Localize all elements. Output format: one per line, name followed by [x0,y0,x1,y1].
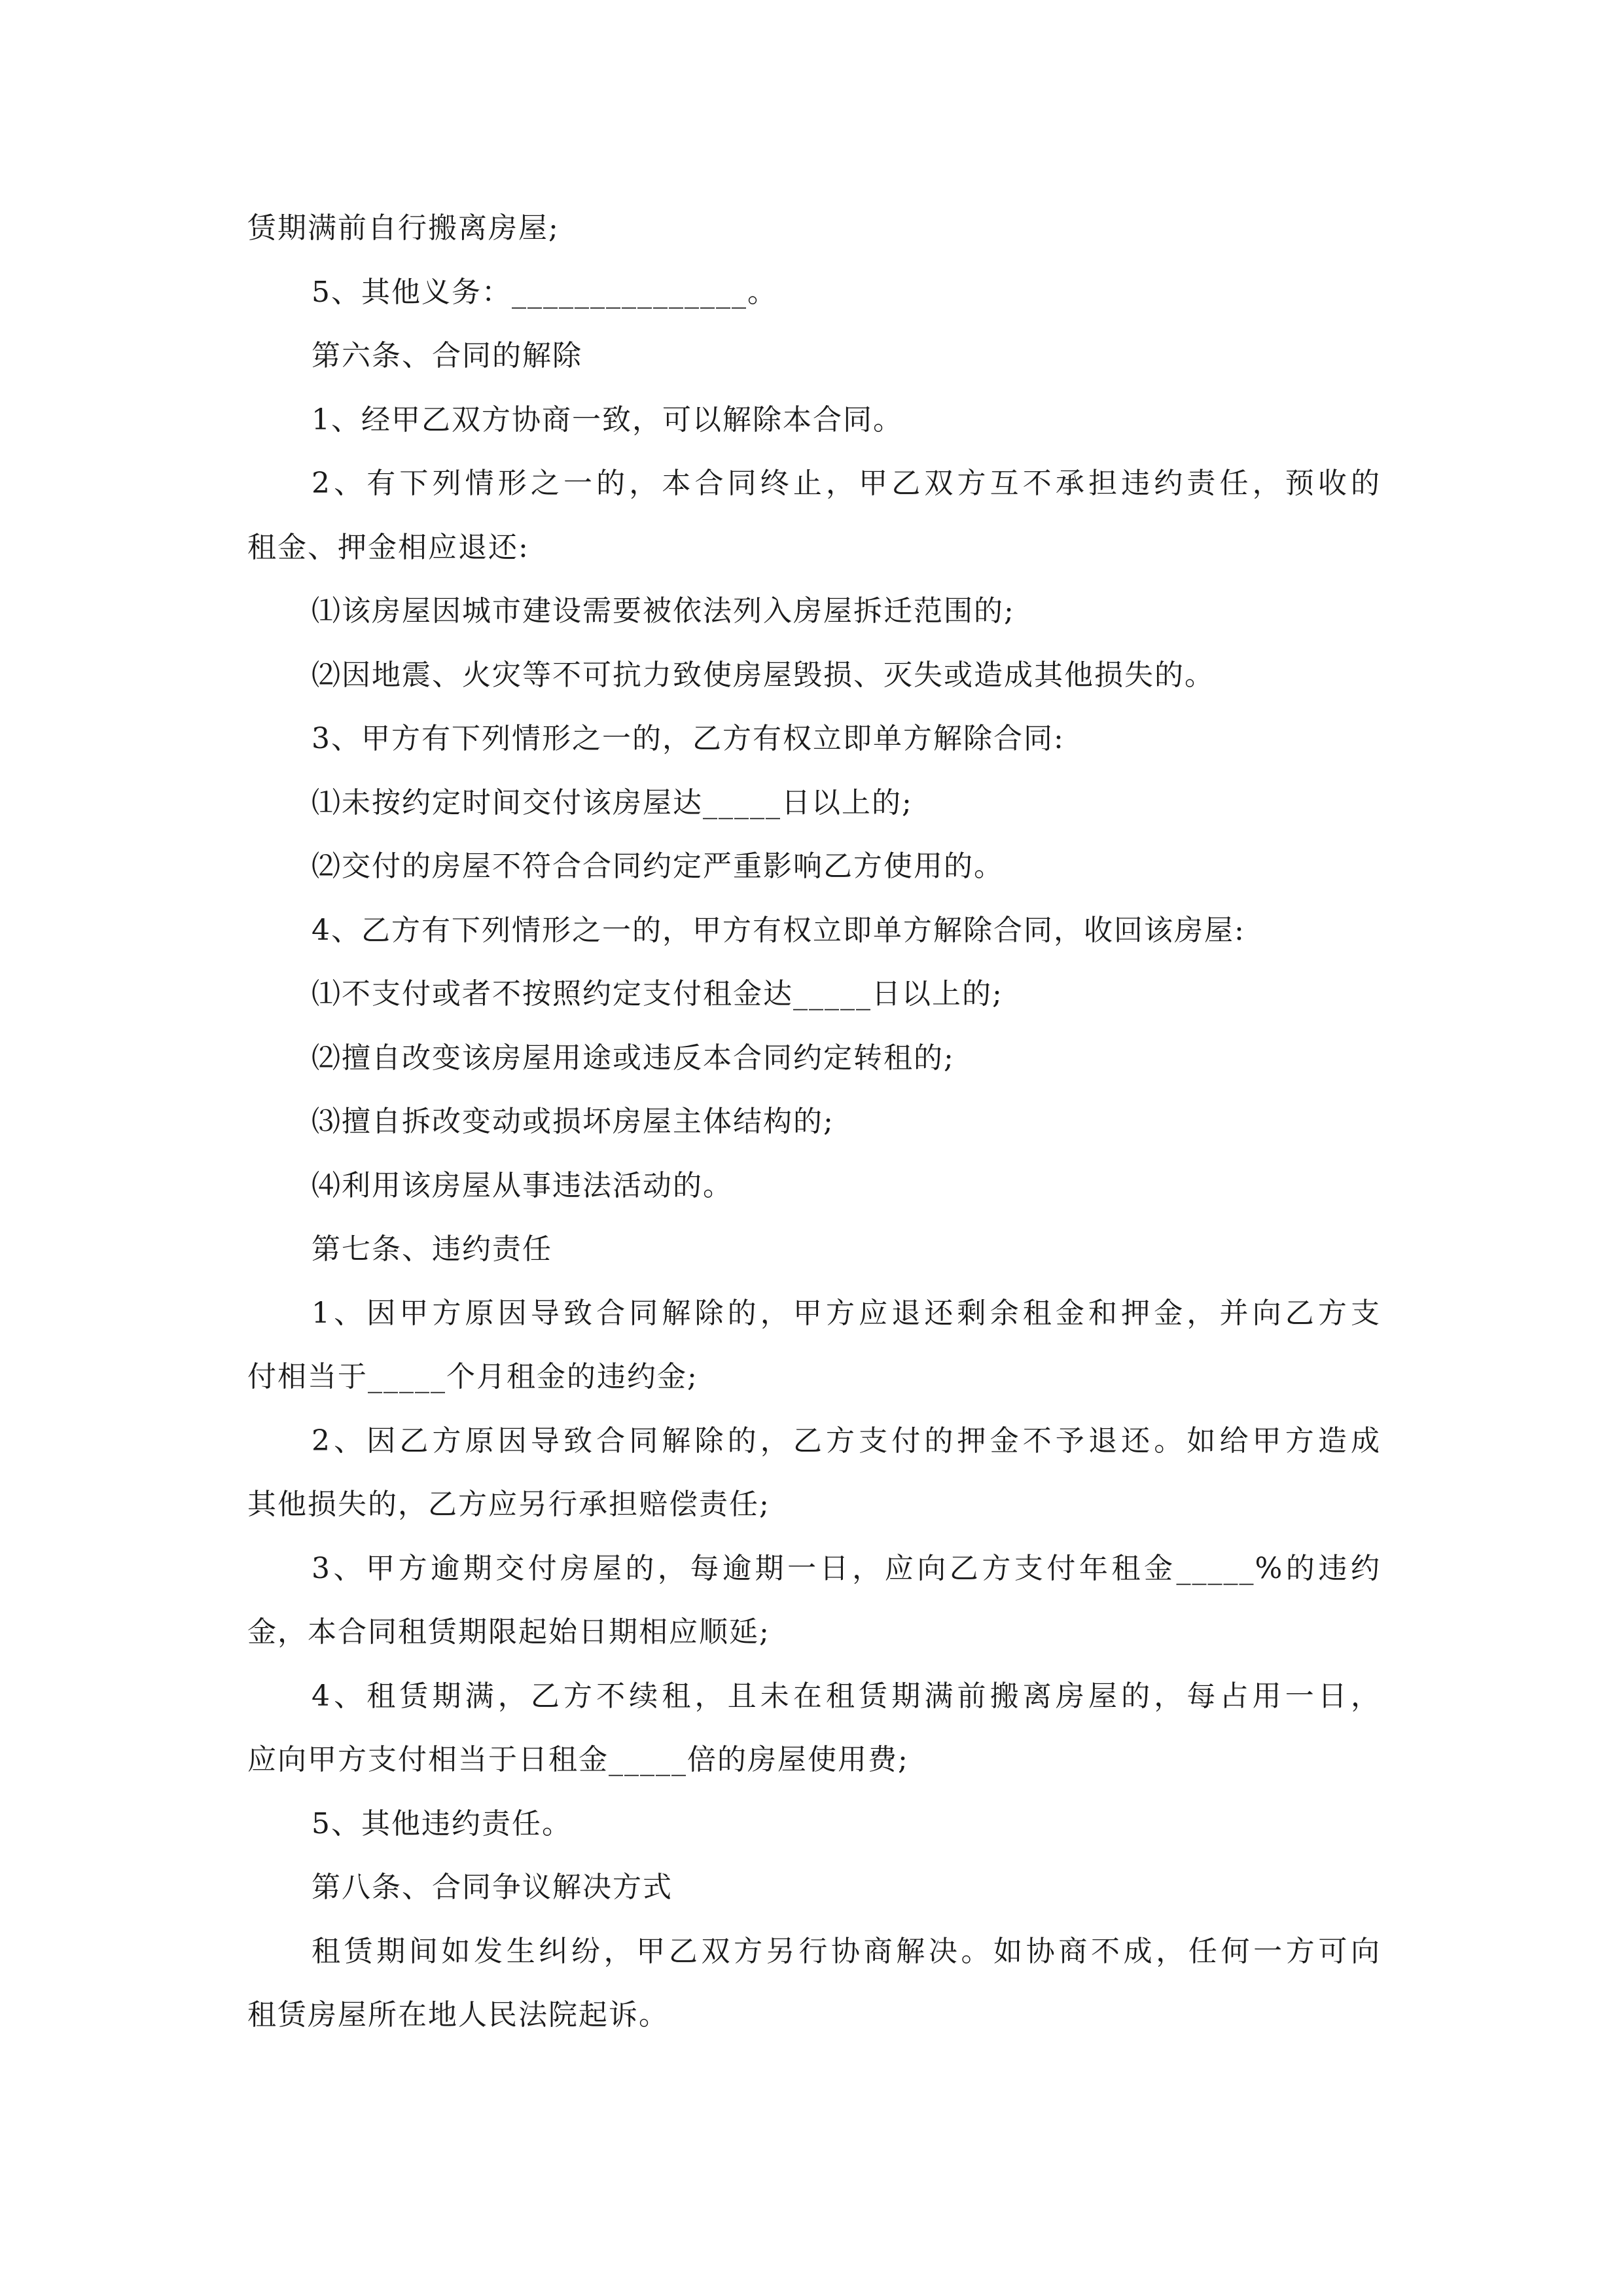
section-heading: 第七条、违约责任 [312,1232,552,1266]
text-line: 5、其他义务：_______________。 [312,275,777,309]
section-heading: 第八条、合同争议解决方式 [312,1871,673,1904]
text-line: 赁期满前自行搬离房屋; [247,211,560,245]
text-line: ⑵交付的房屋不符合合同约定严重影响乙方使用的。 [312,850,1004,883]
text-line: 3、甲方有下列情形之一的，乙方有权立即单方解除合同: [312,722,1065,755]
text-line: 4、租赁期满，乙方不续租，且未在租赁期满前搬离房屋的，每占用一日， [312,1679,1381,1713]
text-line: ⑴不支付或者不按照约定支付租金达_____日以上的; [312,977,1003,1011]
text-line: ⑶擅自拆改变动或损坏房屋主体结构的; [312,1105,834,1138]
text-line: 金，本合同租赁期限起始日期相应顺延; [247,1615,770,1649]
text-line: 1、因甲方原因导致合同解除的，甲方应退还剩余租金和押金，并向乙方支 [312,1296,1381,1330]
text-line: ⑵擅自改变该房屋用途或违反本合同约定转租的; [312,1041,955,1075]
text-line: 其他损失的，乙方应另行承担赔偿责任; [247,1488,770,1521]
text-line: 3、甲方逾期交付房屋的，每逾期一日，应向乙方支付年租金_____%的违约 [312,1551,1381,1585]
section-heading: 第六条、合同的解除 [312,339,582,372]
text-line: ⑴未按约定时间交付该房屋达_____日以上的; [312,785,913,819]
text-line: 应向甲方支付相当于日租金_____倍的房屋使用费; [247,1743,909,1776]
text-line: 付相当于_____个月租金的违约金; [247,1360,698,1393]
text-line: 租赁期间如发生纠纷，甲乙双方另行协商解决。如协商不成，任何一方可向 [312,1934,1381,1968]
document-page [247,196,1381,2047]
text-line: ⑵因地震、火灾等不可抗力致使房屋毁损、灭失或造成其他损失的。 [312,658,1215,692]
text-line: 4、乙方有下列情形之一的，甲方有权立即单方解除合同，收回该房屋: [312,913,1245,947]
text-line: 1、经甲乙双方协商一致，可以解除本合同。 [312,403,903,437]
text-line: 2、有下列情形之一的，本合同终止，甲乙双方互不承担违约责任，预收的 [312,467,1381,500]
text-line: 租赁房屋所在地人民法院起诉。 [247,1998,669,2032]
text-line: 租金、押金相应退还: [247,530,529,564]
text-line: 2、因乙方原因导致合同解除的，乙方支付的押金不予退还。如给甲方造成 [312,1424,1381,1458]
text-line: ⑴该房屋因城市建设需要被依法列入房屋拆迁范围的; [312,594,1015,628]
text-line: ⑷利用该房屋从事违法活动的。 [312,1168,733,1202]
text-line: 5、其他违约责任。 [312,1806,572,1840]
